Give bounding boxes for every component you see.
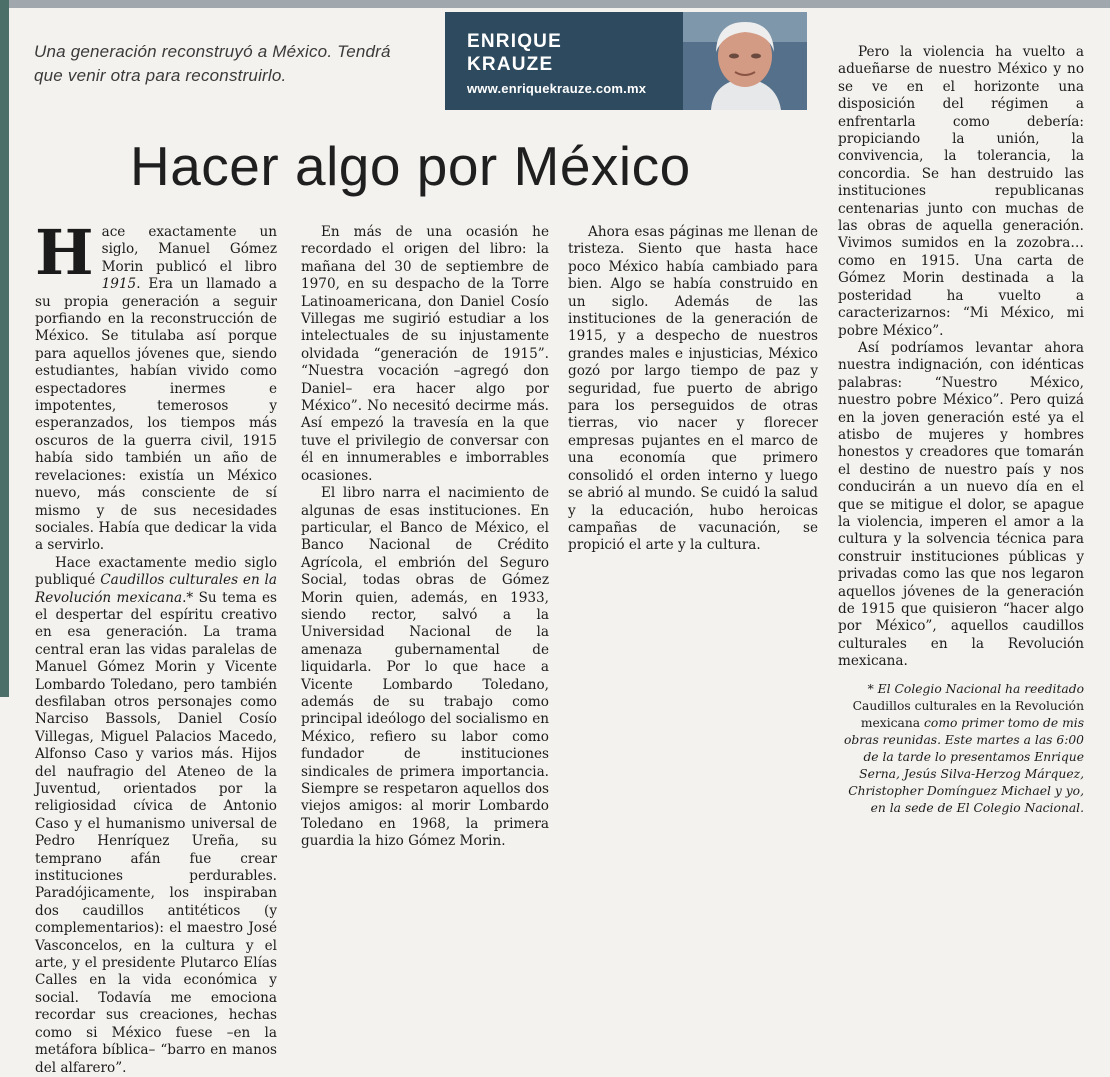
article-column-4 [838, 44, 1084, 817]
author-name-text: ENRIQUE KRAUZE [467, 31, 562, 75]
column-tagline: Una generación reconstruyó a México. Tendrá que venir otra para reconstruirlo. [34, 42, 391, 85]
footnote-lead: * El Colegio Nacional ha reeditado [867, 681, 1084, 696]
paragraph-5: Ahora esas páginas me llenan de tristeza. Siento que hasta hace poco México había cambiado para bien. Algo se había construido en un siglo. Además de las instituciones de la generación de 1915, y a despecho de nuestros grandes males e injusticias, México gozó por largo tiempo de paz y seguridad, fue puerto de abrigo para los perseguidos de otras tierras, vio nacer y florecer empresas pujantes en el marco de una economía que primero consolidó el orden interno y luego se abrió al mundo. Se cuidó la salud y la educación, hubo heroicas campañas de vacunación, se propició el arte y la cultura. [568, 224, 818, 554]
article-title: Hacer algo por México [130, 135, 691, 197]
paragraph-1 [35, 216, 277, 555]
top-color-band [0, 0, 1110, 8]
paragraph-2 [35, 555, 277, 1077]
paragraph-3: En más de una ocasión he recordado el origen del libro: la mañana del 30 de septiembre de 1970, en su despacho de la Torre Latinoamericana, don Daniel Cosío Villegas me sugirió estudiar a los intelectuales de su injustamente olvidada “generación de 1915”. “Nuestra vocación –agregó don Daniel– era hacer algo por México”. No necesitó decirme más. Así empezó la travesía en la que tuve el privilegio de conversar con él en innumerables e imborrables ocasiones. [301, 224, 549, 484]
author-banner [445, 12, 807, 110]
paragraph-4: El libro narra el nacimiento de algunas de esas instituciones. En particular, el Banco de México, el Banco Nacional de Crédito Agrícola, el embrión del Seguro Social, todas obras de Gómez Morin quien, además, en 1933, siendo rector, salvó a la Universidad Nacional de la amenaza gubernamental de liquidarla. Por lo que hace a Vicente Lombardo Toledano, además de su trabajo como principal ideólogo del socialismo en México, refiero su labor como fundador de instituciones sindicales de primera importancia. Siempre se respetaron aquellos dos viejos amigos: al morir Lombardo Toledano en 1968, la primera guardia la hizo Gómez Morin. [301, 485, 549, 850]
book-title-1915: 1915 [101, 276, 137, 293]
author-portrait [683, 12, 807, 110]
article-column-3 [568, 224, 818, 555]
footnote-rest: como primer tomo de mis obras reunidas. Este martes a las 6:00 de la tarde lo presentamos Enrique Serna, Jesús Silva-Herzog Márquez, Christopher Domínguez Michael y yo, en la sede de El Colegio Nacional. [843, 715, 1084, 815]
footnote-book: Caudillos culturales en la Revolución mexicana [852, 698, 1084, 730]
paragraph-2-lead: Hace exactamente medio siglo publiqué [35, 554, 277, 589]
author-name [467, 30, 607, 76]
left-color-bar [0, 0, 9, 697]
article-column-1 [35, 216, 277, 1077]
book-title-caudillos: Caudillos culturales en la Revolución mexicana [35, 572, 277, 606]
article-column-2 [301, 224, 549, 851]
footnote [838, 681, 1084, 817]
paragraph-1-lead: ace exactamente un siglo, Manuel Gómez Morin publicó el libro [101, 224, 277, 275]
paragraph-1-rest: . Era un llamado a su propia generación a seguir porfiando en la reconstrucción de México. Se titulaba así porque para aquellos jóvenes que, siendo estudiantes, habían vivido como espectadores inermes e impotentes, temerosos y esperanzados, los tiempos más oscuros de la guerra civil, 1915 había sido también un año de revelaciones: existía un México nuevo, más consciente de sí mismo y de sus necesidades sociales. Había que dedicar la vida a servirlo. [35, 276, 277, 554]
paragraph-7: Así podríamos levantar ahora nuestra indignación, con idénticas palabras: “Nuestro México, nuestro pobre México”. Pero quizá en la joven generación esté ya el atisbo de mujeres y hombres honestos y creadores que tomarán el destino de nuestro país y nos conducirán a un nuevo día en el que se mitigue el dolor, se apague la violencia, imperen el amor a la cultura y la solvencia técnica para construir instituciones públicas y privadas como las que nos legaron aquellos jóvenes de la generación de 1915 que quisieron “hacer algo por México”, aquellos caudillos culturales en la Revolución mexicana. [838, 339, 1084, 670]
drop-cap: H [35, 216, 94, 289]
paragraph-2-rest: .* Su tema es el despertar del espíritu creativo en esa generación. La trama central eran las vidas paralelas de Manuel Gómez Morin y Vicente Lombardo Toledano, pero también desfilaban otros personajes como Narciso Bassols, Daniel Cosío Villegas, Miguel Palacios Macedo, Alfonso Caso y varios más. Hijos del naufragio del Ateneo de la Juventud, orientados por la religiosidad cívica de Antonio Caso y el humanismo universal de Pedro Henríquez Ureña, su temprano afán fue crear instituciones perdurables. Paradójicamente, los inspiraban dos caudillos antitéticos (y complementarios): el maestro José Vasconcelos, en la cultura y el arte, y el presidente Plutarco Elías Calles en la vida económica y social. Todavía me emociona recordar sus creaciones, hechas como si México fuese –en la metáfora bíblica– “barro en manos del alfarero”. [35, 589, 277, 1076]
author-url[interactable]: www.enriquekrauze.com.mx [467, 81, 647, 96]
paragraph-6: Pero la violencia ha vuelto a adueñarse de nuestro México y no se ve en el horizonte una disposición del régimen a enfrentarla como debería: propiciando la unión, la convivencia, la tolerancia, la concordia. Se han destruido las instituciones republicanas centenarias junto con muchas de las obras de aquella generación. Vivimos sumidos en la zozobra… como en 1915. Una carta de Gómez Morin destinada a la posteridad ha vuelto a caracterizarnos: “Mi México, mi pobre México”. [838, 44, 1084, 339]
